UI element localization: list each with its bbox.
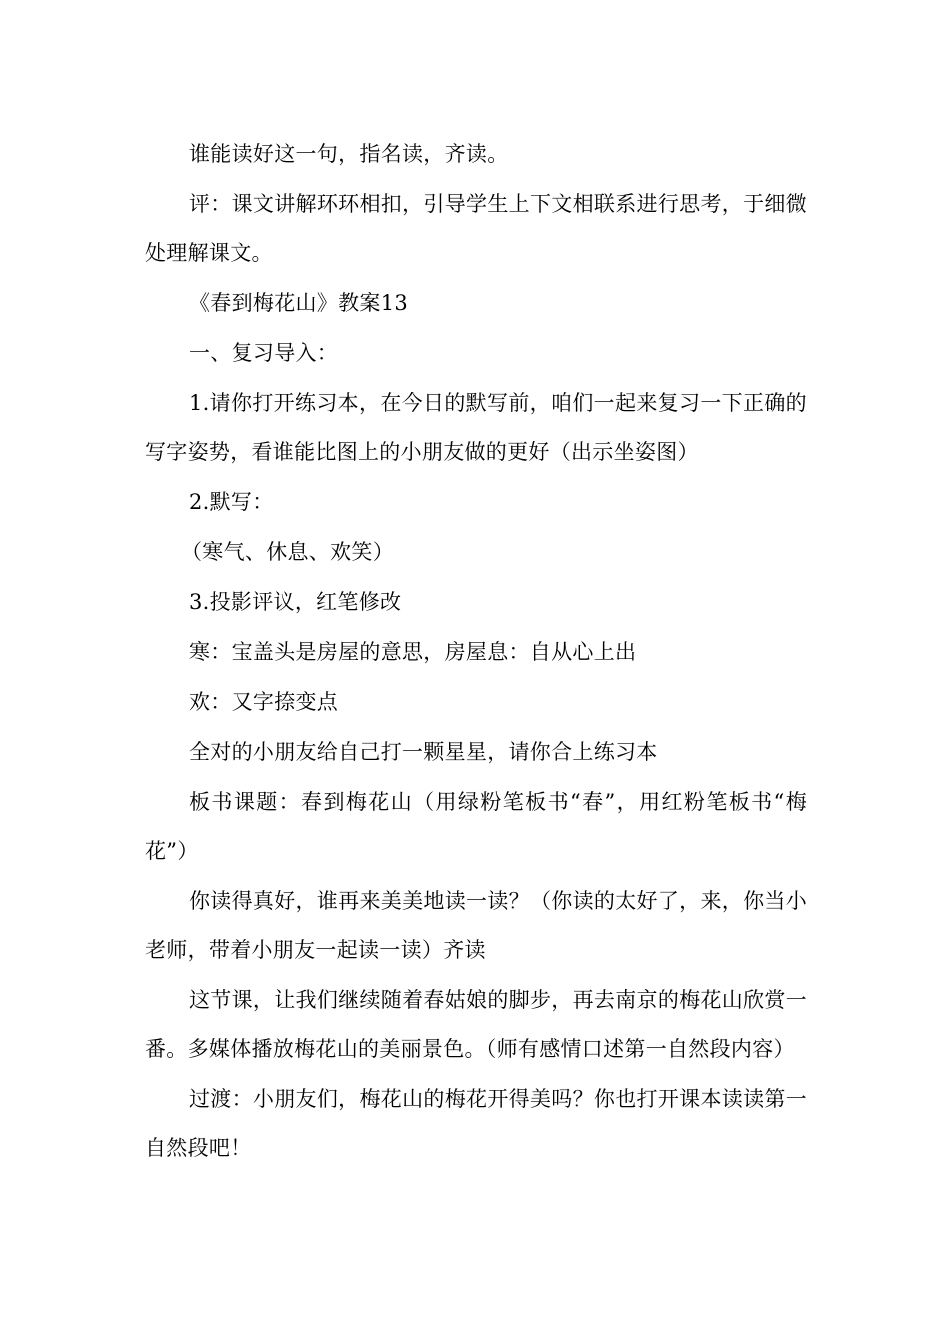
document-body — [145, 130, 807, 1174]
paragraph-note-han: 寒：宝盖头是房屋的意思，房屋息：自从心上出 — [189, 640, 637, 664]
paragraph-class: 这节课，让我们继续随着春姑娘的脚步，再去南京的梅花山欣赏一番。多媒体播放梅花山的美丽景色。（师有感情口述第一自然段内容） — [145, 988, 807, 1061]
paragraph-note-huan: 欢：又字捺变点 — [189, 690, 339, 714]
paragraph-step-2: 2.默写： — [189, 490, 274, 514]
paragraph-step-1: 1.请你打开练习本，在今日的默写前，咱们一起来复习一下正确的写字姿势，看谁能比图上的小朋友做的更好（出示坐姿图） — [145, 391, 807, 464]
paragraph-step-3: 3.投影评议，红笔修改 — [189, 590, 402, 614]
paragraph-words: （寒气、休息、欢笑） — [181, 540, 394, 564]
paragraph-2: 评：课文讲解环环相扣，引导学生上下文相联系进行思考，于细微处理解课文。 — [145, 192, 807, 265]
paragraph-reading: 你读得真好，谁再来美美地读一读？（你读的太好了，来，你当小老师，带着小朋友一起读一读）齐读 — [145, 889, 807, 962]
paragraph-1: 谁能读好这一句，指名读，齐读。 — [189, 142, 509, 166]
paragraph-transition: 过渡：小朋友们，梅花山的梅花开得美吗？你也打开课本读读第一自然段吧！ — [145, 1087, 807, 1160]
lesson-title: 《春到梅花山》教案13 — [189, 291, 409, 315]
section-heading: 一、复习导入： — [189, 341, 339, 365]
paragraph-star: 全对的小朋友给自己打一颗星星，请你合上练习本 — [189, 740, 658, 764]
paragraph-board-title: 板书课题：春到梅花山（用绿粉笔板书“春”，用红粉笔板书“梅花”） — [145, 790, 807, 863]
